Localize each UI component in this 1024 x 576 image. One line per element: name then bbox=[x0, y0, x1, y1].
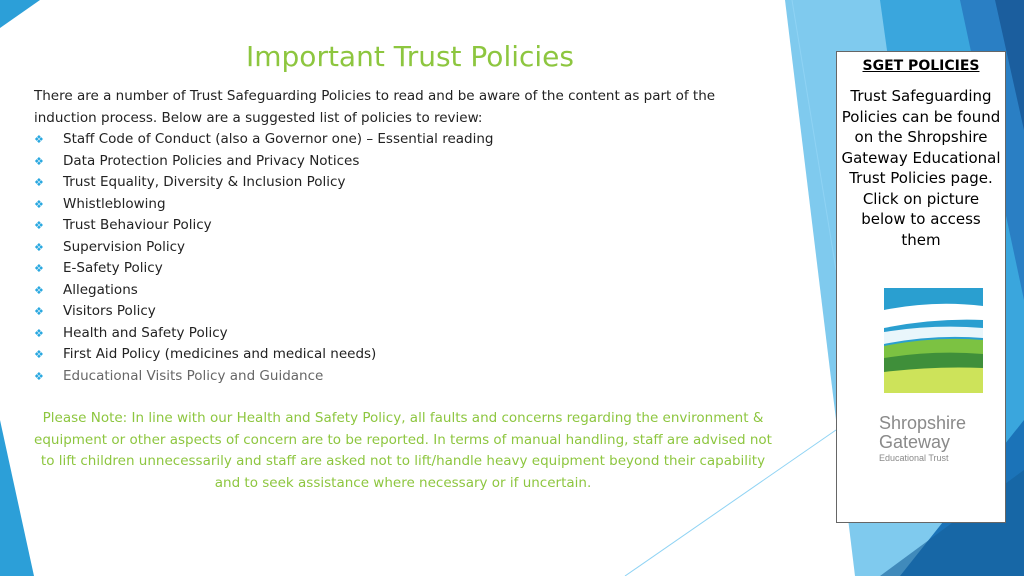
diamond-bullet-icon: ❖ bbox=[34, 348, 44, 361]
list-item bbox=[34, 366, 494, 388]
diamond-bullet-icon: ❖ bbox=[34, 219, 44, 232]
policy-label: Staff Code of Conduct (also a Governor one) – Essential reading bbox=[63, 131, 494, 147]
list-item bbox=[34, 172, 494, 194]
trust-logo-text bbox=[879, 414, 989, 465]
diamond-bullet-icon: ❖ bbox=[34, 240, 44, 254]
list-item bbox=[34, 258, 494, 280]
policy-label: Visitors Policy bbox=[63, 303, 156, 319]
policy-label: Data Protection Policies and Privacy Notices bbox=[63, 152, 360, 169]
list-item bbox=[34, 151, 494, 173]
intro-text: There are a number of Trust Safeguarding Policies to read and be aware of the content as part of the induction process. Below are a suggested list of policies to review: bbox=[34, 88, 716, 126]
diamond-bullet-icon: ❖ bbox=[34, 283, 44, 297]
policy-label: Trust Equality, Diversity & Inclusion Policy bbox=[63, 174, 346, 190]
policy-label: Trust Behaviour Policy bbox=[63, 217, 212, 233]
diamond-bullet-icon: ❖ bbox=[34, 176, 44, 189]
policy-label: Health and Safety Policy bbox=[63, 324, 228, 341]
list-item bbox=[34, 323, 494, 345]
diamond-bullet-icon: ❖ bbox=[34, 262, 44, 275]
policy-label: E-Safety Policy bbox=[63, 260, 163, 276]
diamond-bullet-icon: ❖ bbox=[34, 197, 44, 211]
policy-list bbox=[34, 129, 494, 387]
page-title: Important Trust Policies bbox=[246, 40, 574, 73]
logo-line-2: Gateway bbox=[879, 432, 951, 452]
trust-logo-image-link[interactable] bbox=[884, 288, 983, 393]
policy-label: Educational Visits Policy and Guidance bbox=[63, 367, 324, 384]
safety-note: Please Note: In line with our Health and Safety Policy, all faults and concerns regarding the environment & equipment or other aspects of concern are to be reported. In terms of manual handling, staff are advised not to lift children unnecessarily and staff are asked not to lift/handle heavy equipment beyond their capability and to seek assistance where necessary or if uncertain. bbox=[34, 410, 772, 492]
list-item bbox=[34, 237, 494, 259]
list-item bbox=[34, 215, 494, 237]
list-item bbox=[34, 129, 494, 151]
panel-heading: SGET POLICIES bbox=[862, 58, 980, 74]
diamond-bullet-icon: ❖ bbox=[34, 326, 44, 340]
sget-policies-panel bbox=[836, 51, 1006, 523]
policy-label: Allegations bbox=[63, 281, 138, 298]
list-item bbox=[34, 344, 494, 366]
policy-label: Whistleblowing bbox=[63, 195, 166, 212]
diamond-bullet-icon: ❖ bbox=[34, 305, 44, 318]
list-item bbox=[34, 280, 494, 302]
landscape-logo-icon bbox=[884, 288, 983, 393]
policy-label: Supervision Policy bbox=[63, 238, 186, 255]
diamond-bullet-icon: ❖ bbox=[34, 154, 44, 168]
logo-line-3: Educational Trust bbox=[879, 453, 949, 463]
logo-line-1: Shropshire bbox=[879, 413, 967, 433]
list-item bbox=[34, 194, 494, 216]
policy-label: First Aid Policy (medicines and medical needs) bbox=[63, 346, 377, 362]
diamond-bullet-icon: ❖ bbox=[34, 133, 44, 146]
panel-text: Trust Safeguarding Policies can be found on the Shropshire Gateway Educational Trust Policies page. Click on picture below to access them bbox=[841, 87, 1001, 249]
list-item bbox=[34, 301, 494, 323]
diamond-bullet-icon: ❖ bbox=[34, 369, 44, 383]
